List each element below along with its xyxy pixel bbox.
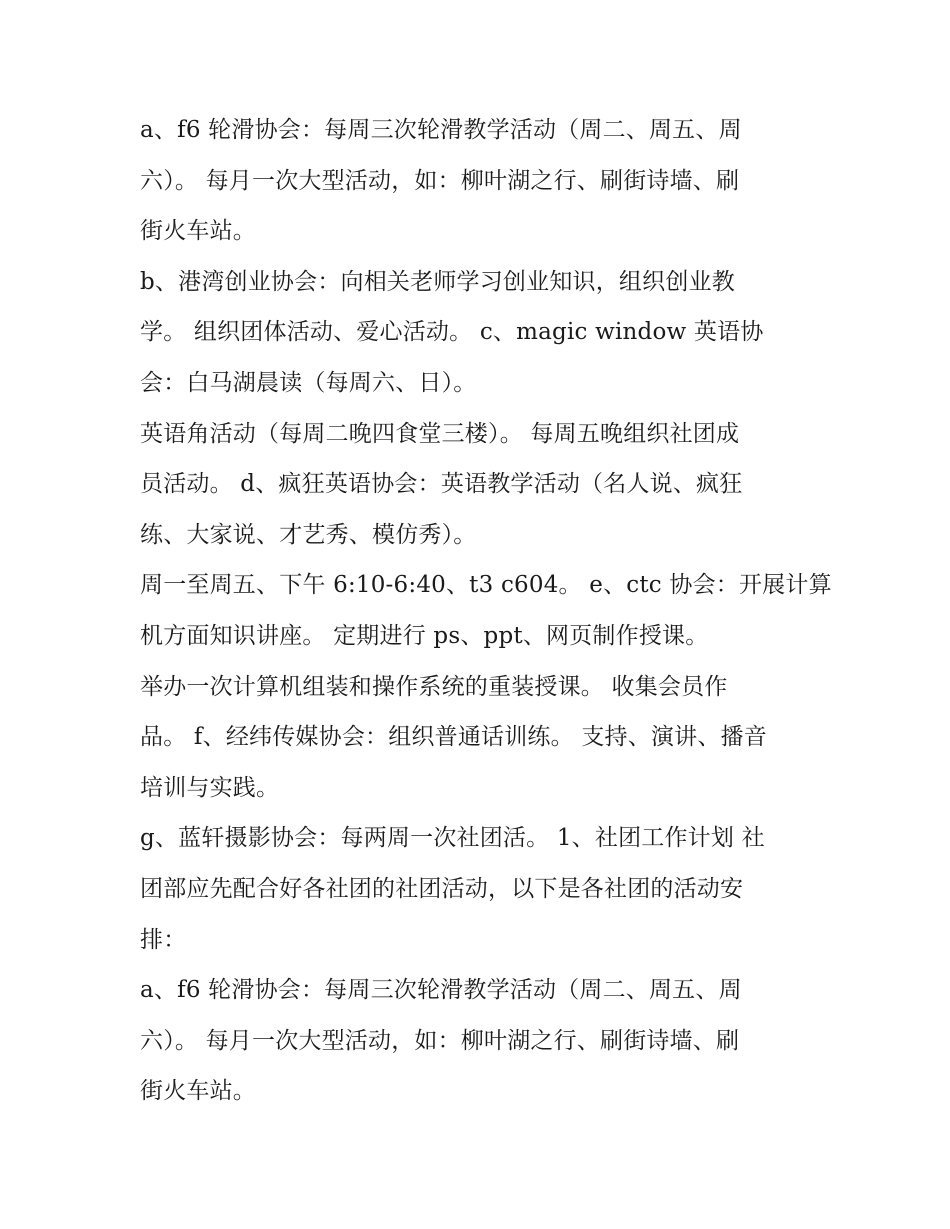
text-line: a、f6 轮滑协会：每周三次轮滑教学活动（周二、周五、周 xyxy=(140,977,742,1004)
text-line: 六）。 每月一次大型活动，如：柳叶湖之行、刷街诗墙、刷 xyxy=(140,1027,740,1054)
text-line: 街火车站。 xyxy=(140,218,256,245)
text-line: 学。 组织团体活动、爱心活动。 c、magic window 英语协 xyxy=(140,319,764,346)
text-line: g、蓝轩摄影协会：每两周一次社团活。 1、社团工作计划 社 xyxy=(140,825,765,852)
text-line: 会：白马湖晨读（每周六、日）。 xyxy=(140,369,477,396)
text-line: 周一至周五、下午 6:10-6:40、t3 c604。 e、ctc 协会：开展计算 xyxy=(140,572,832,599)
text-line: a、f6 轮滑协会：每周三次轮滑教学活动（周二、周五、周 xyxy=(140,117,742,143)
text-line: 街火车站。 xyxy=(140,1078,256,1105)
text-line: 团部应先配合好各社团的社团活动，以下是各社团的活动安 xyxy=(140,875,744,902)
text-line: 员活动。 d、疯狂英语协会：英语教学活动（名人说、疯狂 xyxy=(140,471,743,498)
text-line: 练、大家说、才艺秀、模仿秀）。 xyxy=(140,521,477,548)
text-line: 机方面知识讲座。 定期进行 ps、ppt、网页制作授课。 xyxy=(140,622,709,649)
text-line: 排： xyxy=(140,926,187,953)
text-line: 品。 f、经纬传媒协会：组织普通话训练。 支持、演讲、播音 xyxy=(140,724,767,751)
text-line: 培训与实践。 xyxy=(140,774,280,801)
text-line: 英语角活动（每周二晚四食堂三楼）。 每周五晚组织社团成 xyxy=(140,420,740,447)
text-line: 举办一次计算机组装和操作系统的重装授课。 收集会员作 xyxy=(140,673,728,700)
text-line: 六）。 每月一次大型活动，如：柳叶湖之行、刷街诗墙、刷 xyxy=(140,167,740,194)
text-line: b、港湾创业协会：向相关老师学习创业知识，组织创业教 xyxy=(140,268,735,295)
document-body xyxy=(140,105,832,1117)
